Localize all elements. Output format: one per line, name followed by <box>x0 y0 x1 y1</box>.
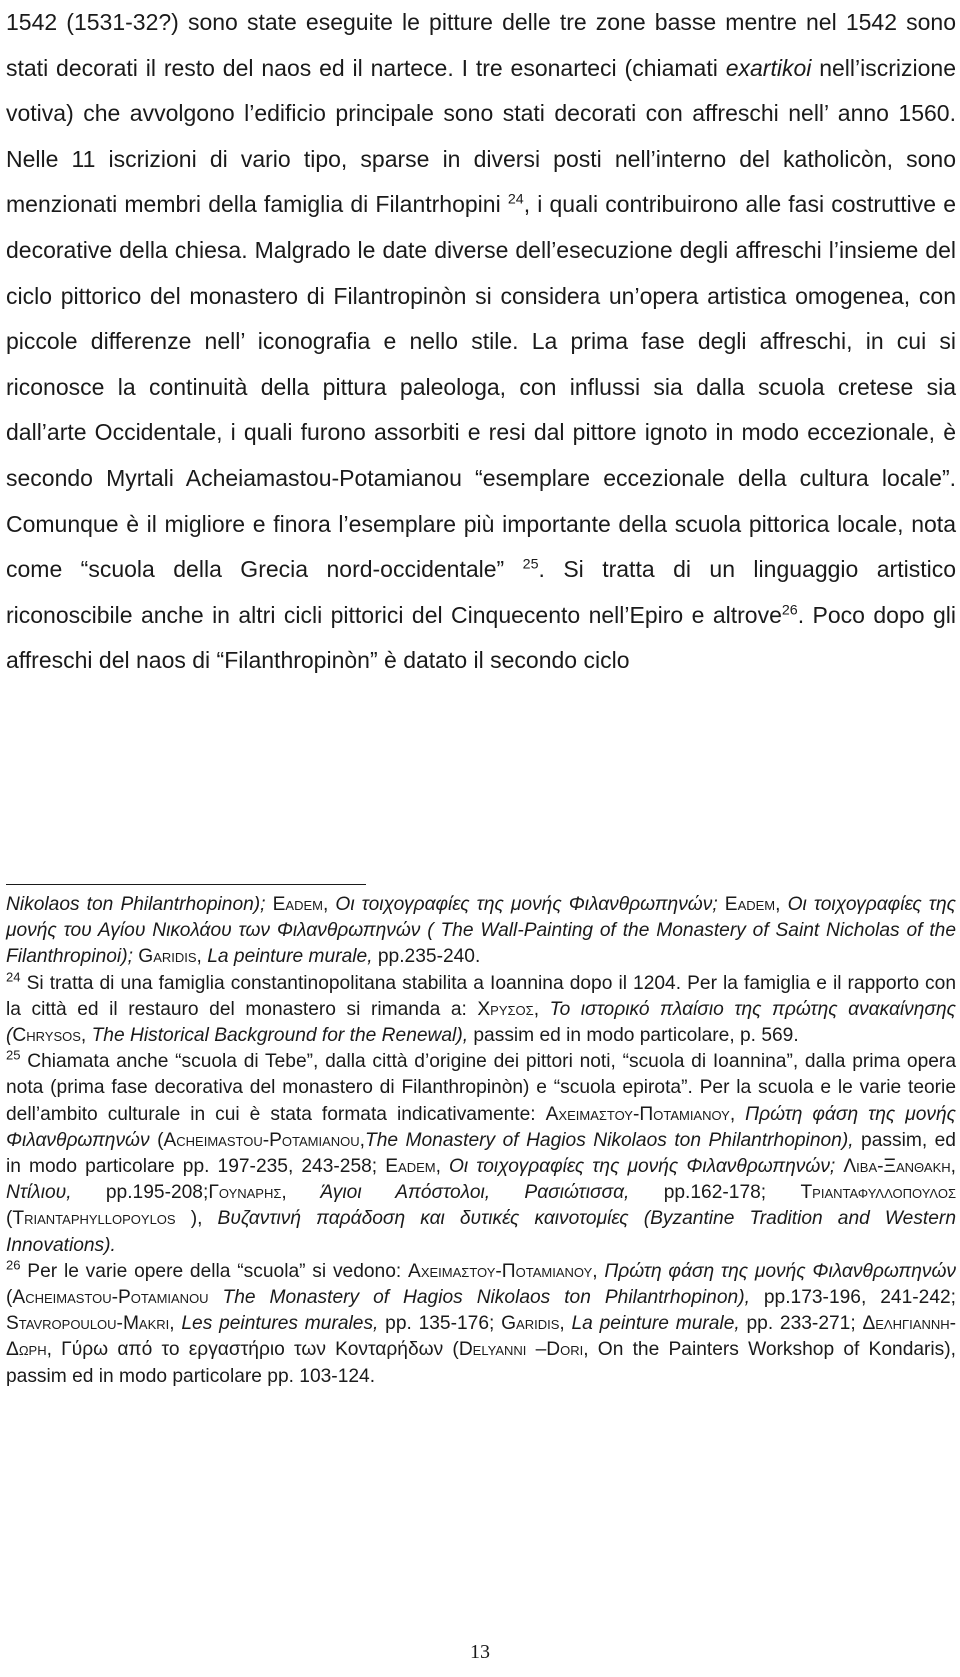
body-text-segment: . Si tratta di un linguaggio artistico riconoscibile anche in altri cicli pittorici del Cinquecento nell’Epiro e altrove <box>6 556 956 628</box>
footnote-ref-24[interactable]: 24 <box>507 191 524 208</box>
footnote-ref-25[interactable]: 25 <box>522 556 539 573</box>
footnote-number: 24 <box>6 969 21 985</box>
body-text-segment: , i quali contribuirono alle fasi costruttive e decorative della chiesa. Malgrado le date diverse dell’esecuzione degli affreschi l’insieme del ciclo pittorico del monastero di Filantropinòn si considera un’opera artistica omogenea, con piccole differenze nell’ iconografia e nello stile. La prima fase degli affreschi, in cui si riconosce la continuità della pittura paleologa, con influssi sia dalla scuola cretese sia dall’arte Occidentale, i quali furono assorbiti e resi dal pittore ignoto in modo eccezionale, è secondo Myrtali Acheiamastou-Potamianou “esemplare eccezionale della cultura locale”. Comunque è il migliore e finora l’esemplare più importante della scuola pittorica locale, nota come “scuola della Grecia nord-occidentale” <box>6 191 956 583</box>
footnote-number: 25 <box>6 1047 21 1063</box>
footnote-26: $^{26}$ Per le varie opere della “scuola” si vedono: Αχειμαστου-Ποταμιανου, Πρώτη φάση της μονής Φιλανθρωπηνών (Acheimastou-Potamianou The Monastery of Hagios Nikolaos ton Philantrhopinon), pp.173-196, 241-242; Stavropoulou-Makri, Les peintures murales, pp. 135-176; Garidis, La peinture murale, pp. 233-271; Δεληγιαννη-Δωρη, Γύρω από το εργαστήριο των Κονταρήδων (Delyanni –Dori, On the Painters Workshop of Kondaris), passim ed in modo particolare pp. 103-124. <box>6 1257 957 1387</box>
body-text-segment: 1542 (1531-32?) sono state eseguite le pitture delle tre zone basse mentre nel 1542 sono stati decorati il resto del naos ed il nartece. I tre esonarteci (chiamati <box>6 9 956 81</box>
body-text-segment: . Poco dopo gli affreschi del naos di “Filanthropinòn” è datato il secondo ciclo <box>6 601 956 674</box>
body-italic-term: exartikoi <box>725 54 812 81</box>
footnote-25: $^{25}$ Chiamata anche “scuola di Tebe”, dalla città d’origine dei pittori noti, “scuola di Ioannina”, dalla prima opera nota (prima fase decorativa del monastero di Filanthropinòn) e “scuola epirota”. Per la scuola e le varie teorie dell’ambito culturale in cui è stata formata indicativamente: Αχειμαστου-Ποταμιανου, Πρώτη φάση της μονής Φιλανθρωπηνών (Acheimastou-Potamianou,The Monastery of Hagios Nikolaos ton Philantrhopinon), passim, ed in modo particolare pp. 197-235, 243-258; Eadem, Οι τοιχογραφίες της μονής Φιλανθρωπηνών; Λιβα-Ξανθακη, Ντίλιου, pp.195-208;Γουναρης, Άγιοι Απόστολοι, Ρασιώτισσα, pp.162-178; Τριανταφυλλοπουλος (Triantaphyllopoylos ), Βυζαντινή παράδοση και δυτικές καινοτομίες (Byzantine Tradition and Western Innovations). <box>6 1047 957 1256</box>
footnote-separator <box>6 884 366 885</box>
body-paragraph <box>6 0 956 684</box>
footnote-continuation: Nikolaos ton Philantrhopinon); Eadem, Οι τοιχογραφίες της μονής Φιλανθρωπηνών; Eadem, Οι τοιχογραφίες της μονής του Αγίου Νικολάου των Φιλανθρωπηνών ( The Wall-Painting of the Monastery of Saint Nicholas of the Filanthropinoi); Garidis, La peinture murale, pp.235-240. <box>6 894 956 968</box>
page-number: 13 <box>470 1641 490 1663</box>
footnotes <box>6 892 956 1390</box>
footnote-24: $^{24}$ Si tratta di una famiglia constantinopolitana stabilita a Ioannina dopo il 1204. Per la famiglia e il rapporto con la città ed il restauro del monastero si rimanda a: Χρυσος, Το ιστορικό πλαίσιο της πρώτης ανακαίνησης (Chrysos, The Historical Background for the Renewal), passim ed in modo particolare, p. 569. <box>6 969 956 1047</box>
footnote-ref-26[interactable]: 26 <box>781 602 798 619</box>
body-text-segment: nell’iscrizione votiva) che avvolgono l’edificio principale sono stati decorati con affreschi nell’ anno 1560. Nelle 11 iscrizioni di vario tipo, sparse in diversi posti nell’interno del katholicòn, sono menzionati membri della famiglia di Filantrhopini <box>6 54 956 218</box>
footnote-number: 26 <box>6 1257 21 1273</box>
